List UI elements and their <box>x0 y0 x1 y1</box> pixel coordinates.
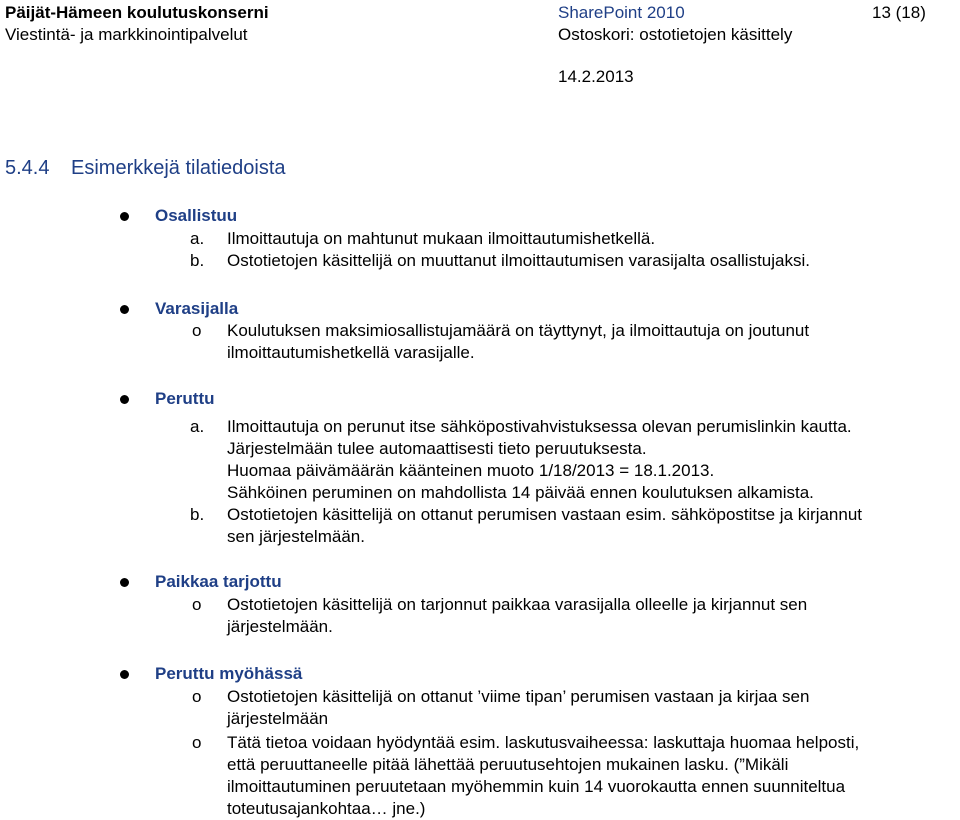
department-name: Viestintä- ja markkinointipalvelut <box>5 25 248 44</box>
section-title-text: Esimerkkejä tilatiedoista <box>71 157 286 179</box>
bullet-icon <box>120 395 129 404</box>
list-marker: o <box>192 321 202 340</box>
document-date: 14.2.2013 <box>558 67 634 86</box>
list-item-text: Ostotietojen käsittelijä on tarjonnut paikkaa varasijalla olleelle ja kirjannut sen <box>227 595 808 614</box>
list-item-text: Sähköinen peruminen on mahdollista 14 päivää ennen koulutuksen alkamista. <box>227 483 814 502</box>
list-item-text: Ostotietojen käsittelijä on ottanut ’viime tipan’ perumisen vastaan ja kirjaa sen <box>227 687 810 706</box>
list-item-text: Ostotietojen käsittelijä on ottanut perumisen vastaan esim. sähköpostitse ja kirjannut <box>227 505 863 524</box>
section-number: 5.4.4 <box>5 157 50 179</box>
status-heading: Peruttu <box>155 389 215 408</box>
list-item-text: Ilmoittautuja on mahtunut mukaan ilmoittautumishetkellä. <box>227 229 656 248</box>
list-item-text: toteutusajankohtaa… jne.) <box>227 799 426 818</box>
list-item-text: ilmoittautuminen peruutetaan myöhemmin kuin 14 vuorokautta ennen suunniteltua <box>227 777 846 796</box>
list-marker: o <box>192 687 202 706</box>
list-item-text: että peruuttaneelle pitää lähettää peruutusehtojen mukainen lasku. (”Mikäli <box>227 755 789 774</box>
list-marker: a. <box>190 417 205 436</box>
section-heading <box>5 155 286 181</box>
status-heading: Paikkaa tarjottu <box>155 572 282 591</box>
bullet-icon <box>120 212 129 221</box>
list-marker: b. <box>190 505 205 524</box>
list-item-text: Tätä tietoa voidaan hyödyntää esim. laskutusvaiheessa: laskuttaja huomaa helposti, <box>227 733 860 752</box>
bullet-icon <box>120 305 129 314</box>
page-number: 13 (18) <box>872 3 926 22</box>
bullet-icon <box>120 670 129 679</box>
organization-name: Päijät-Hämeen koulutuskonserni <box>5 3 269 22</box>
list-marker: a. <box>190 229 205 248</box>
list-item-text: sen järjestelmään. <box>227 527 365 546</box>
list-item-text: Ilmoittautuja on perunut itse sähköpostivahvistuksessa olevan perumislinkin kautta. <box>227 417 852 436</box>
list-item-text: Järjestelmään tulee automaattisesti tieto peruutuksesta. <box>227 439 647 458</box>
list-item-text: Huomaa päivämäärän käänteinen muoto 1/18/2013 = 18.1.2013. <box>227 461 715 480</box>
list-item-text: Ostotietojen käsittelijä on muuttanut ilmoittautumisen varasijalta osallistujaksi. <box>227 251 810 270</box>
list-item-text: Koulutuksen maksimiosallistujamäärä on täyttynyt, ja ilmoittautuja on joutunut <box>227 321 810 340</box>
status-heading: Peruttu myöhässä <box>155 664 303 683</box>
bullet-icon <box>120 578 129 587</box>
status-heading: Varasijalla <box>155 299 239 318</box>
list-item-text: ilmoittautumishetkellä varasijalle. <box>227 343 475 362</box>
list-marker: o <box>192 733 202 752</box>
list-marker: o <box>192 595 202 614</box>
list-item-text: järjestelmään. <box>227 617 333 636</box>
status-heading: Osallistuu <box>155 206 238 225</box>
product-name: SharePoint 2010 <box>558 3 685 22</box>
list-item-text: järjestelmään <box>227 709 329 728</box>
list-marker: b. <box>190 251 205 270</box>
document-title: Ostoskori: ostotietojen käsittely <box>558 25 793 44</box>
